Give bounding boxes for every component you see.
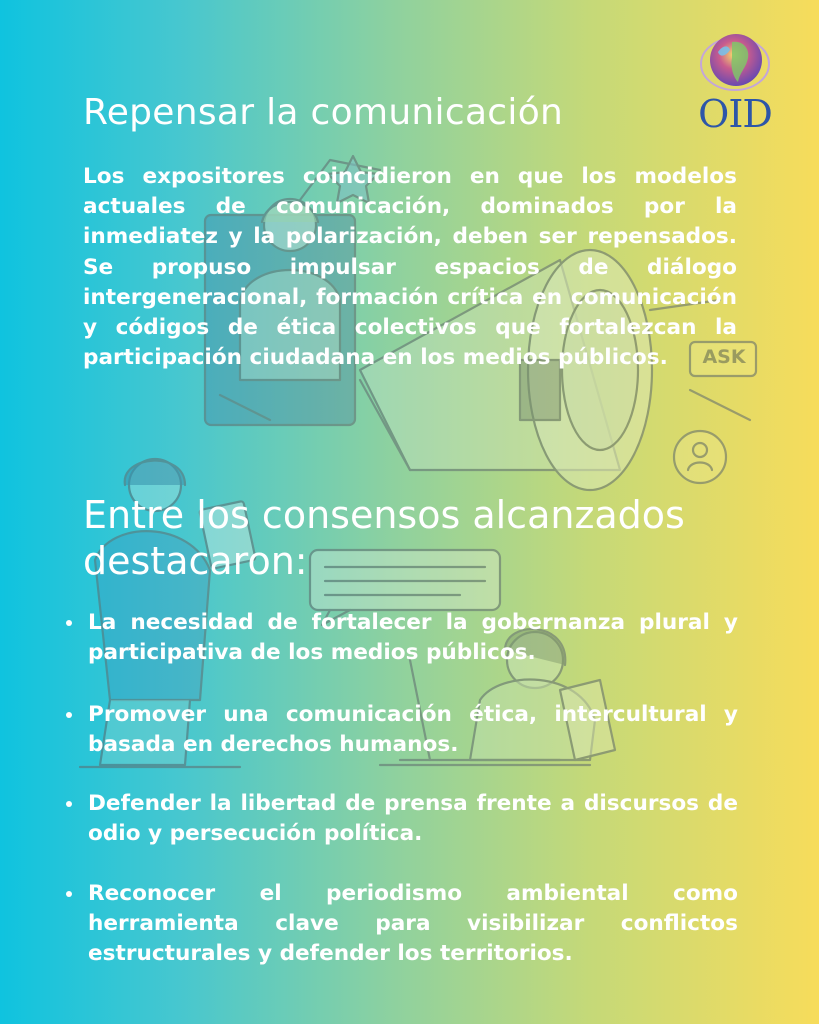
list-item-text: Defender la libertad de prensa frente a discursos de odio y persecución política. bbox=[88, 791, 738, 846]
consensus-title: Entre los consensos alcanzados destacaron: bbox=[83, 493, 685, 583]
bullet-dot bbox=[66, 712, 72, 718]
list-item bbox=[66, 700, 738, 760]
list-item bbox=[66, 608, 738, 668]
bullet-dot bbox=[66, 801, 72, 807]
bullet-dot bbox=[66, 620, 72, 626]
list-item-text: La necesidad de fortalecer la gobernanza plural y participativa de los medios públicos. bbox=[88, 610, 738, 665]
section-title: Repensar la comunicación bbox=[83, 92, 564, 133]
section-body: Los expositores coincidieron en que los modelos actuales de comunicación, dominados por la inmediatez y la polarización, deben ser repensados. Se propuso impulsar espacios de diálogo intergeneracional, formación crítica en comunicación y códigos de ética colectivos que fortalezcan la participación ciudadana en los medios públicos. bbox=[83, 164, 737, 371]
bullet-dot bbox=[66, 891, 72, 897]
list-item bbox=[66, 789, 738, 849]
list-item-text: Reconocer el periodismo ambiental como herramienta clave para visibilizar conflictos estructurales y defender los territorios. bbox=[88, 881, 738, 966]
list-item bbox=[66, 879, 738, 969]
ask-sign-label: ASK bbox=[702, 346, 746, 368]
logo-text: OID bbox=[698, 92, 772, 136]
list-item-text: Promover una comunicación ética, intercultural y basada en derechos humanos. bbox=[88, 702, 738, 757]
